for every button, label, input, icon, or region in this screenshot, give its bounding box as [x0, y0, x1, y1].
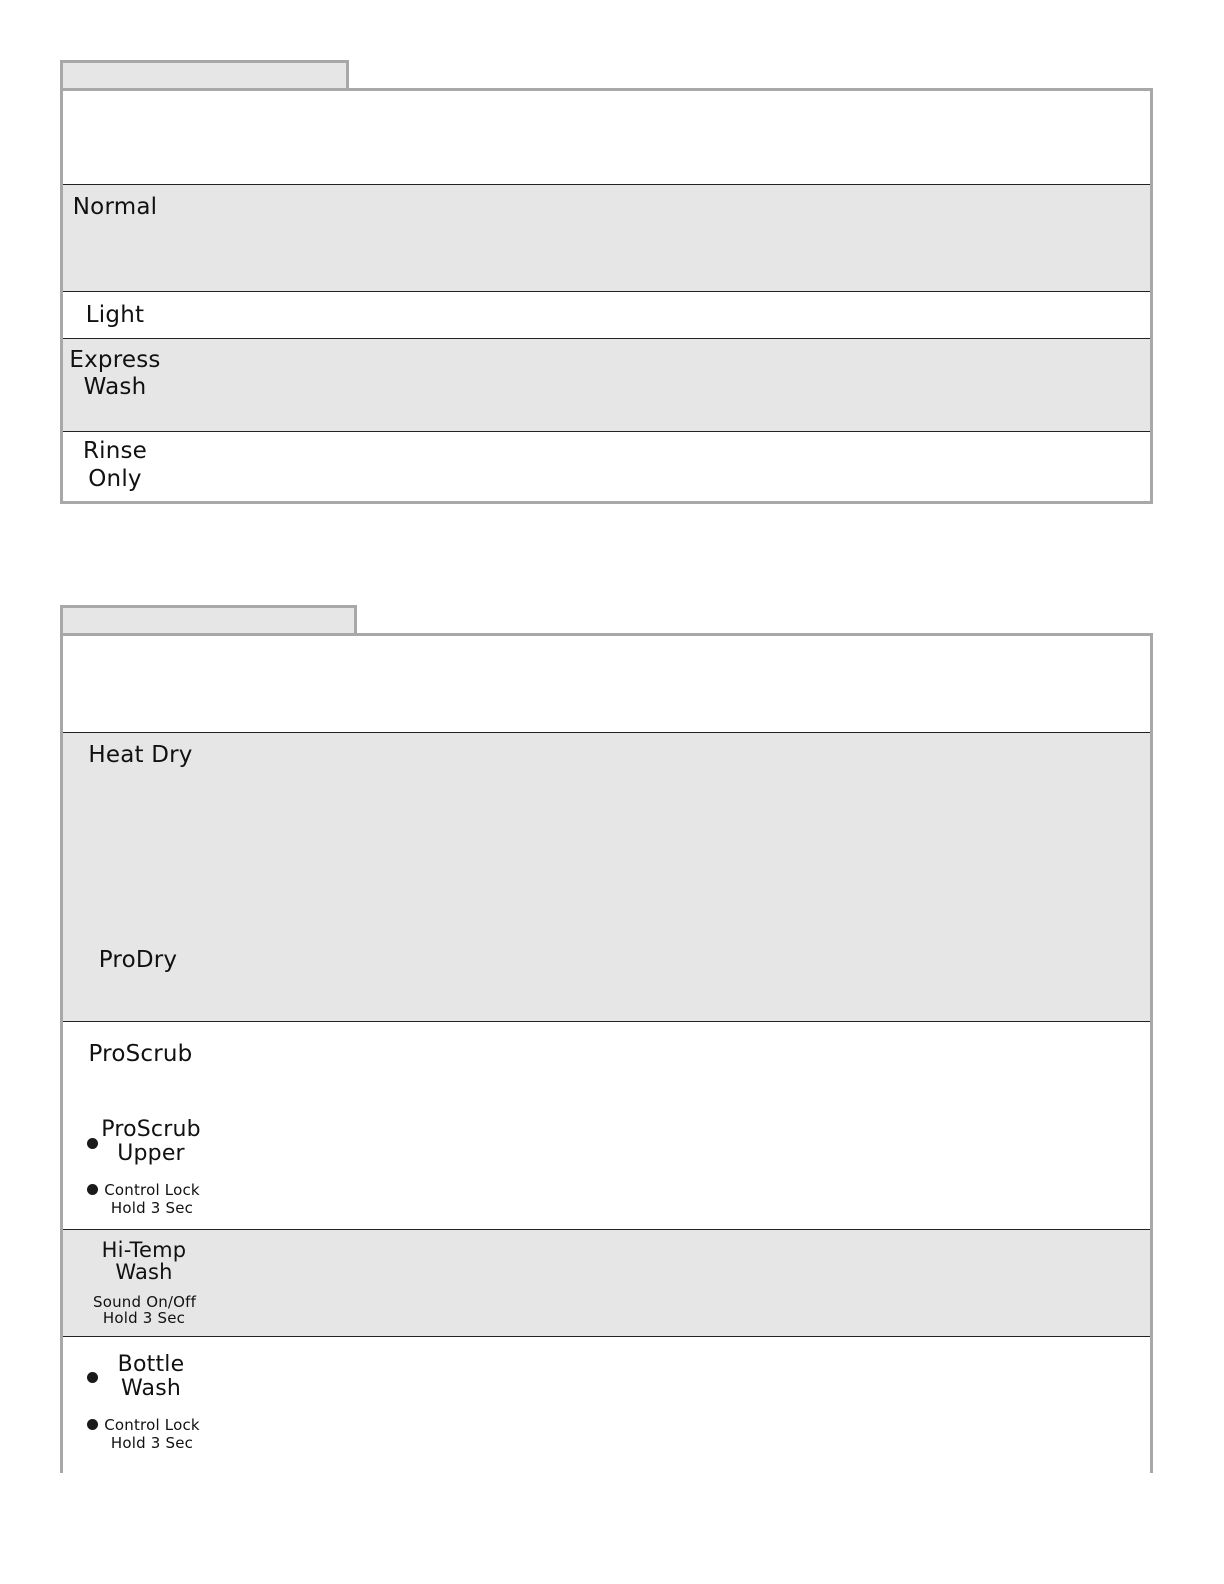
wash-cycles-tab	[60, 60, 349, 91]
light-row	[63, 291, 1150, 338]
pro-scrub-upper-indicator-dot	[87, 1138, 98, 1149]
pro-scrub-label: ProScrub	[88, 1041, 193, 1067]
control-lock-indicator-dot	[87, 1184, 98, 1195]
rinse-only-label-line2: Only	[88, 466, 142, 492]
options-table	[60, 633, 1153, 1473]
options-tab	[60, 605, 357, 636]
control-lock-label-2-line1: Control Lock	[104, 1416, 200, 1434]
normal-label: Normal	[72, 194, 158, 220]
express-wash-label-line1: Express	[69, 347, 161, 373]
bottle-wash-label-line1: Bottle	[117, 1352, 185, 1377]
hi-temp-wash-row	[63, 1229, 1150, 1336]
wash-cycles-header-row	[63, 91, 1150, 184]
sound-on-off-label-line2: Hold 3 Sec	[102, 1309, 186, 1327]
control-lock-label-2-line2: Hold 3 Sec	[110, 1434, 194, 1452]
hi-temp-wash-label-line1: Hi-Temp	[101, 1238, 187, 1262]
sound-on-off-label-line1: Sound On/Off	[93, 1293, 197, 1311]
bottle-wash-label-line2: Wash	[120, 1376, 182, 1401]
pro-scrub-upper-label-line1: ProScrub	[101, 1117, 201, 1142]
bottle-wash-indicator-dot	[87, 1372, 98, 1383]
control-lock-label-line1: Control Lock	[104, 1181, 200, 1199]
heat-dry-label: Heat Dry	[88, 742, 193, 768]
control-lock-label-line2: Hold 3 Sec	[110, 1199, 194, 1217]
dry-row	[63, 732, 1150, 1021]
options-header-row	[63, 636, 1150, 732]
rinse-only-label-line1: Rinse	[82, 438, 148, 464]
pro-scrub-row	[63, 1021, 1150, 1229]
express-wash-label-line2: Wash	[83, 374, 147, 400]
wash-cycles-table	[60, 88, 1153, 504]
rinse-only-row	[63, 431, 1150, 501]
control-lock-indicator-dot-2	[87, 1419, 98, 1430]
normal-row	[63, 184, 1150, 291]
light-label: Light	[85, 302, 145, 328]
bottle-wash-row	[63, 1336, 1150, 1476]
express-wash-row	[63, 338, 1150, 431]
pro-scrub-upper-label-line2: Upper	[117, 1141, 185, 1166]
hi-temp-wash-label-line2: Wash	[115, 1260, 173, 1284]
pro-dry-label: ProDry	[98, 947, 178, 973]
